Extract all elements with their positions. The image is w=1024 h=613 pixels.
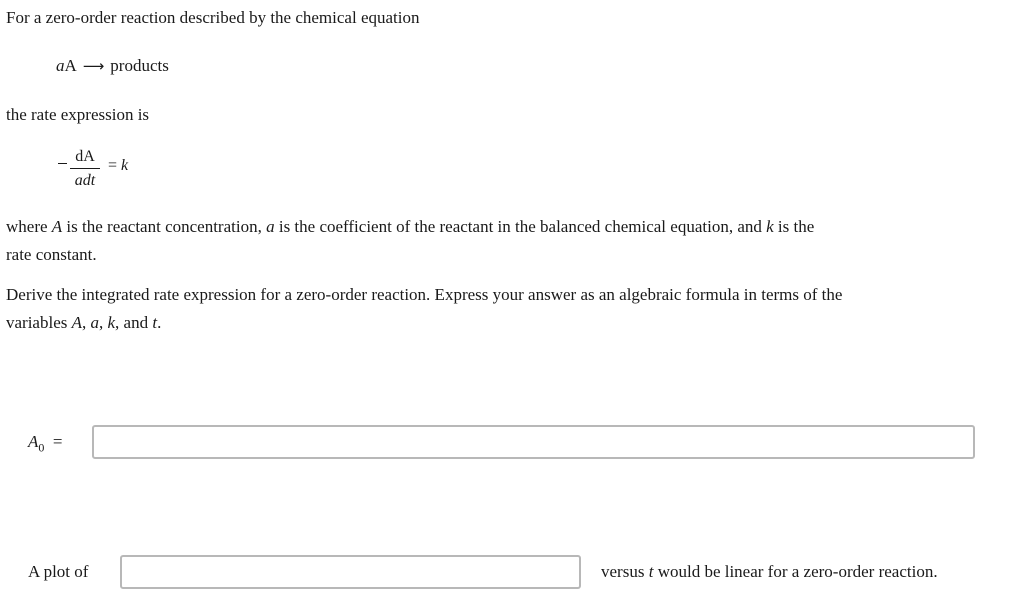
where-text-part: is the coefficient of the reactant in the balanced chemical equation, and	[274, 217, 767, 236]
var-A: A	[51, 217, 63, 236]
var-t: t	[648, 562, 654, 581]
period: .	[157, 313, 162, 332]
where-text-part: where	[6, 217, 52, 236]
var-k: k	[107, 313, 116, 332]
answer-subscript: 0	[38, 440, 45, 455]
fraction-numerator: dA	[75, 148, 95, 165]
fraction-denominator: adt	[74, 172, 96, 189]
rate-constant-symbol: k	[121, 157, 129, 174]
rate-fraction	[70, 146, 100, 193]
answer-input[interactable]	[92, 425, 975, 459]
plot-suffix-part: versus	[601, 562, 649, 581]
var-A: A	[71, 313, 82, 332]
derive-instructions-line1: Derive the integrated rate expression for a zero-order reaction. Express your answer as an algebraic formula in terms of the	[6, 285, 843, 304]
chemical-equation	[56, 52, 169, 80]
reaction-arrow: ⟶	[82, 57, 105, 75]
where-text-part: is the reactant concentration,	[62, 217, 267, 236]
answer-label	[28, 428, 62, 461]
equation-products: products	[110, 56, 169, 75]
minus-sign	[58, 163, 67, 164]
separator: , and	[115, 313, 153, 332]
where-text-part: is the	[773, 217, 815, 236]
plot-suffix-part: would be linear for a zero-order reaction.	[653, 562, 938, 581]
equals-sign: =	[108, 157, 118, 174]
var-t: t	[152, 313, 158, 332]
separator: ,	[99, 313, 108, 332]
var-k: k	[766, 217, 774, 236]
where-text-line1	[6, 213, 814, 241]
equation-species: A	[64, 56, 77, 75]
intro-text: For a zero-order reaction described by the chemical equation	[6, 8, 420, 27]
rate-intro-text: the rate expression is	[6, 105, 150, 124]
separator: ,	[82, 313, 91, 332]
plot-suffix-text	[601, 558, 938, 586]
where-text-line2: rate constant.	[6, 245, 97, 264]
var-a: a	[90, 313, 99, 332]
plot-input[interactable]	[120, 555, 581, 589]
derive-text-part: variables	[6, 313, 72, 332]
answer-equals: =	[52, 432, 63, 451]
equation-coefficient: a	[56, 56, 65, 75]
var-a: a	[266, 217, 275, 236]
derive-instructions-line2	[6, 309, 161, 337]
rate-equals	[108, 157, 128, 175]
plot-prefix-text: A plot of	[28, 562, 89, 581]
answer-var: A	[28, 432, 39, 451]
